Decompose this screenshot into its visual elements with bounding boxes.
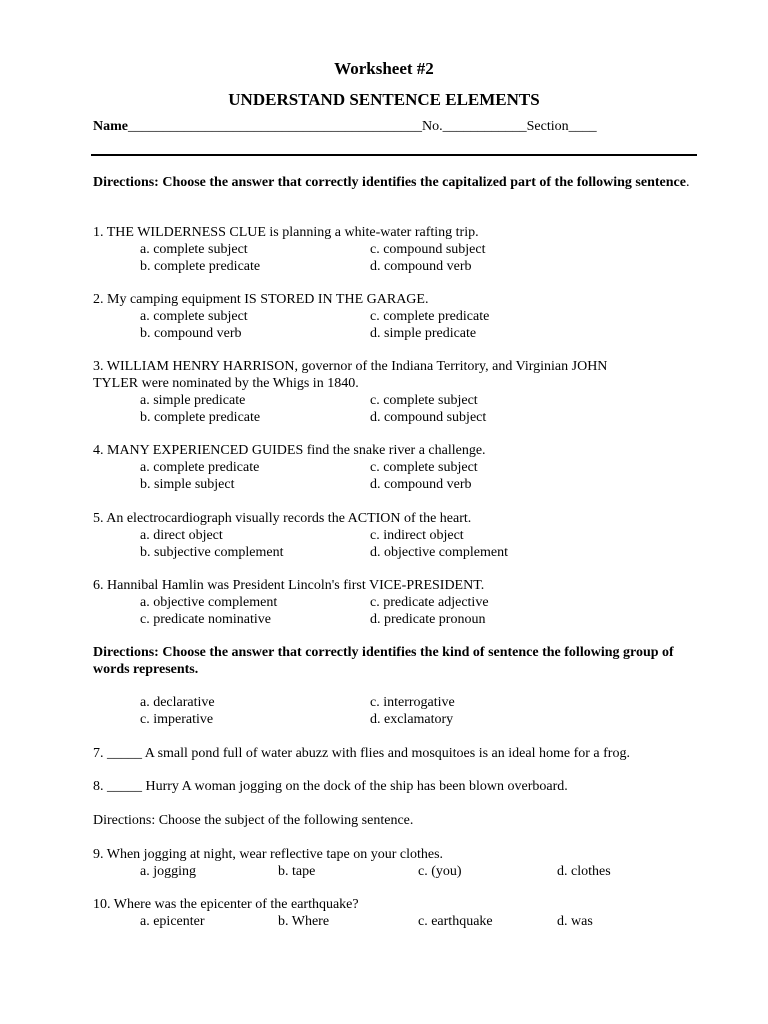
question-2 (93, 291, 703, 342)
q2-option-c: c. complete predicate (370, 309, 490, 324)
s2-option-b: c. imperative (140, 712, 214, 727)
question-10-text: 10. Where was the epicenter of the earthquake? (93, 897, 359, 912)
no-label: No. (422, 119, 443, 134)
q5-option-c: c. indirect object (370, 528, 464, 543)
q5-option-b: b. subjective complement (140, 545, 284, 560)
question-1 (93, 224, 703, 275)
section3-directions: Directions: Choose the subject of the following sentence. (93, 813, 414, 828)
q10-option-c: c. earthquake (418, 914, 493, 929)
q1-option-a: a. complete subject (140, 242, 248, 257)
question-10 (93, 896, 703, 930)
section-blank: ____ (568, 119, 597, 134)
no-blank: ____________ (442, 119, 527, 134)
q1-option-c: c. compound subject (370, 242, 486, 257)
question-8: 8. _____ Hurry A woman jogging on the dock of the ship has been blown overboard. (93, 779, 568, 794)
q6-option-c: c. predicate adjective (370, 595, 489, 610)
question-9-text: 9. When jogging at night, wear reflective tape on your clothes. (93, 847, 444, 862)
question-4 (93, 442, 703, 493)
section-label: Section (526, 119, 569, 134)
q9-option-b: b. tape (278, 864, 316, 879)
q9-option-c: c. (you) (418, 864, 462, 879)
q10-option-d: d. was (557, 914, 593, 929)
q6-option-a: a. objective complement (140, 595, 278, 610)
question-5 (93, 510, 703, 561)
question-2-text: 2. My camping equipment IS STORED IN THE GARAGE. (93, 292, 429, 307)
question-6-text: 6. Hannibal Hamlin was President Lincoln's first VICE-PRESIDENT. (93, 578, 485, 593)
s2-option-a: a. declarative (140, 695, 215, 710)
question-3-text-line1: 3. WILLIAM HENRY HARRISON, governor of the Indiana Territory, and Virginian JOHN (93, 359, 608, 374)
q1-option-b: b. complete predicate (140, 259, 261, 274)
question-3-text-line2: TYLER were nominated by the Whigs in 1840. (93, 376, 359, 391)
question-7: 7. _____ A small pond full of water abuzz with flies and mosquitoes is an ideal home for a frog. (93, 746, 630, 761)
s2-option-d: d. exclamatory (370, 712, 454, 727)
q4-option-a: a. complete predicate (140, 460, 260, 475)
question-6 (93, 577, 703, 628)
q5-option-a: a. direct object (140, 528, 223, 543)
q4-option-b: b. simple subject (140, 477, 235, 492)
s2-option-c: c. interrogative (370, 695, 455, 710)
q10-option-a: a. epicenter (140, 914, 205, 929)
question-5-text: 5. An electrocardiograph visually records the ACTION of the heart. (93, 511, 472, 526)
section2-directions: Directions: Choose the answer that correctly identifies the kind of sentence the following group of words represents. (93, 645, 674, 677)
q2-option-b: b. compound verb (140, 326, 242, 341)
q1-option-d: d. compound verb (370, 259, 472, 274)
question-4-text: 4. MANY EXPERIENCED GUIDES find the snake river a challenge. (93, 443, 486, 458)
q4-option-c: c. complete subject (370, 460, 478, 475)
section1-directions (93, 174, 703, 191)
q9-option-a: a. jogging (140, 864, 196, 879)
q3-option-c: c. complete subject (370, 393, 478, 408)
name-label: Name (93, 119, 128, 134)
question-3 (93, 358, 703, 426)
section1-directions-period: . (685, 175, 690, 190)
worksheet-title: Worksheet #2 (334, 59, 434, 78)
q2-option-d: d. simple predicate (370, 326, 477, 341)
name-blank: __________________________________________ (128, 119, 422, 134)
q3-option-d: d. compound subject (370, 410, 487, 425)
q6-option-b: c. predicate nominative (140, 612, 271, 627)
q9-option-d: d. clothes (557, 864, 611, 879)
sentence-kind-options (93, 694, 703, 728)
q2-option-a: a. complete subject (140, 309, 248, 324)
question-1-text: 1. THE WILDERNESS CLUE is planning a white-water rafting trip. (93, 225, 479, 240)
header-divider (91, 154, 697, 156)
q4-option-d: d. compound verb (370, 477, 472, 492)
q6-option-d: d. predicate pronoun (370, 612, 486, 627)
name-line (93, 119, 597, 135)
q3-option-a: a. simple predicate (140, 393, 246, 408)
q10-option-b: b. Where (278, 914, 330, 929)
q5-option-d: d. objective complement (370, 545, 509, 560)
q3-option-b: b. complete predicate (140, 410, 261, 425)
question-9 (93, 846, 703, 880)
worksheet-subtitle: UNDERSTAND SENTENCE ELEMENTS (228, 90, 540, 109)
section1-directions-text: Directions: Choose the answer that correctly identifies the capitalized part of the following sentence (93, 175, 686, 190)
